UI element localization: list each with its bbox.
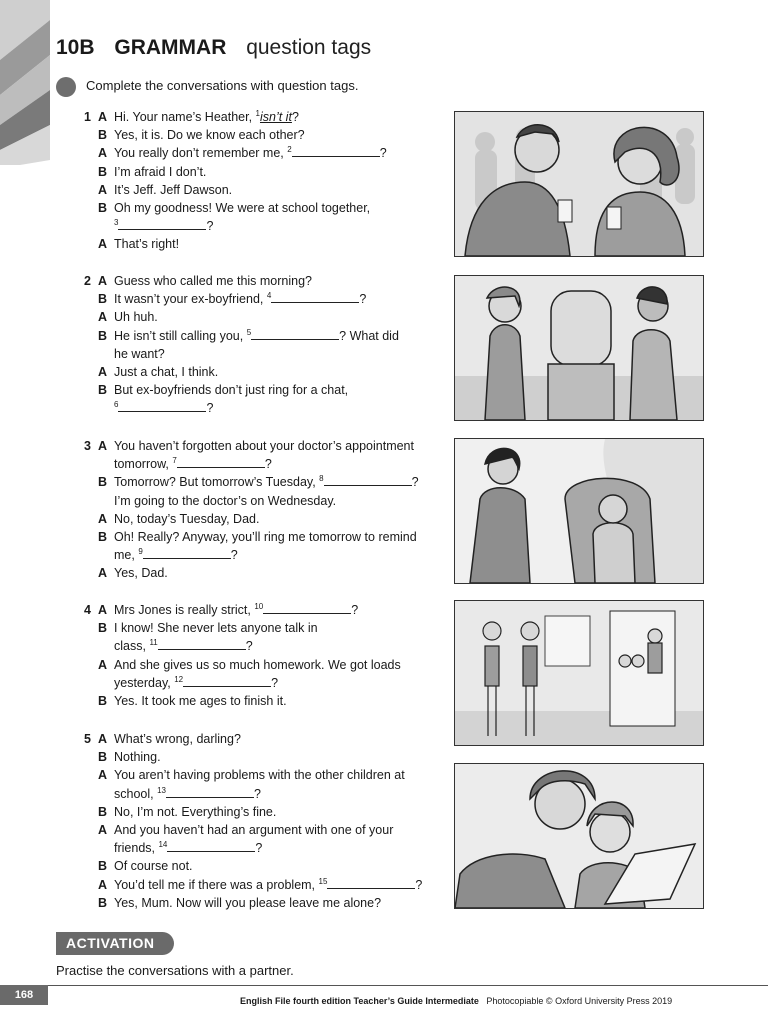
footer-book-title: English File fourth edition Teacher’s Guide Intermediate — [240, 996, 479, 1006]
section-unit: GRAMMAR — [114, 36, 227, 59]
dialogue-text: No, I’m not. Everything’s fine. — [114, 804, 277, 819]
gap-number: 11 — [149, 638, 158, 648]
dialogue-text: And you haven’t had an argument with one of your — [114, 823, 394, 838]
dialogue-line — [84, 108, 440, 126]
exercise-number — [84, 674, 98, 692]
speaker-label: B — [98, 895, 108, 910]
dialogue-text: Nothing. — [114, 750, 161, 765]
answer-blank[interactable] — [324, 473, 412, 486]
dialogue-line — [84, 601, 440, 619]
dialogue-line — [84, 546, 440, 564]
dialogue-line — [84, 290, 440, 308]
speaker-label: A — [98, 365, 108, 380]
exercise-number — [84, 163, 98, 181]
example-answer: isn’t it — [259, 110, 292, 124]
dialogue-line — [84, 272, 440, 290]
dialogue-line — [84, 126, 440, 144]
corner-decoration — [0, 0, 50, 165]
exercise-number — [84, 381, 98, 399]
dialogue-line — [84, 345, 440, 363]
dialogue-line — [84, 619, 440, 637]
exercise-number — [84, 656, 98, 674]
dialogue-text: Oh! Really? Anyway, you’ll ring me tomorrow to remind — [114, 530, 417, 545]
speaker-label: A — [98, 732, 108, 746]
answer-blank[interactable] — [166, 785, 254, 798]
dialogue-line — [84, 181, 440, 199]
instruction-text: Complete the conversations with question tags. — [86, 78, 359, 93]
answer-blank[interactable] — [158, 637, 246, 650]
speaker-label: B — [98, 859, 108, 874]
dialogue-line — [84, 528, 440, 546]
dialogue-line — [84, 692, 440, 710]
illustration-armchair — [454, 438, 704, 584]
dialogue-line — [84, 510, 440, 528]
gap-number: 2 — [287, 145, 292, 155]
dialogue-text: Uh huh. — [114, 310, 158, 325]
answer-blank[interactable] — [177, 455, 265, 468]
dialogue-text: I’m going to the doctor’s on Wednesday. — [114, 493, 337, 508]
exercise-number — [84, 803, 98, 821]
gap-number: 8 — [319, 474, 324, 484]
speaker-label — [98, 492, 114, 510]
illustration-mother-daughter — [454, 763, 704, 909]
activation-label: ACTIVATION — [56, 932, 174, 955]
speaker-label: B — [98, 530, 108, 545]
footer-rule — [0, 985, 768, 986]
dialogue-text: me, $^9$ ? — [114, 547, 238, 563]
exercise-number — [84, 839, 98, 857]
speaker-label: A — [98, 237, 108, 252]
speaker-label: B — [98, 201, 108, 216]
dialogue-line — [84, 894, 440, 912]
speaker-label: A — [98, 110, 108, 124]
answer-blank[interactable] — [183, 674, 271, 687]
exercise-number — [84, 181, 98, 199]
exercise-number — [84, 894, 98, 912]
speaker-label — [98, 674, 114, 692]
speaker-label: A — [98, 603, 108, 617]
dialogue-text: Mrs Jones is really strict, $^{10}$ ? — [114, 601, 359, 617]
gap-number: 14 — [158, 840, 168, 850]
answer-blank[interactable] — [143, 546, 231, 559]
answer-blank[interactable] — [327, 876, 415, 889]
speaker-label: A — [98, 877, 108, 892]
speaker-label: B — [98, 383, 108, 398]
exercise-number — [84, 308, 98, 326]
speaker-label: B — [98, 328, 108, 343]
dialogue-line — [84, 730, 440, 748]
dialogue-line — [84, 564, 440, 582]
speaker-label: A — [98, 566, 108, 581]
dialogue-text: Yes. It took me ages to finish it. — [114, 694, 287, 709]
exercise-number — [84, 126, 98, 144]
exercise-number: 3 — [84, 439, 91, 453]
speaker-label: B — [98, 475, 108, 490]
speaker-label — [98, 637, 114, 655]
exercise-number — [84, 473, 98, 491]
footer-credit — [240, 996, 672, 1006]
dialogue-line — [84, 399, 440, 417]
gap-number: 5 — [246, 327, 252, 337]
exercise-2 — [84, 272, 440, 418]
speaker-label: A — [98, 310, 108, 325]
speaker-label: B — [98, 804, 108, 819]
speaker-label — [98, 345, 114, 363]
speaker-label — [98, 217, 114, 235]
exercise-number — [84, 290, 98, 308]
exercise-number — [84, 785, 98, 803]
dialogue-line — [84, 144, 440, 162]
speaker-label — [98, 455, 114, 473]
speaker-label — [98, 839, 114, 857]
speaker-label: A — [98, 146, 108, 161]
gap-number: 4 — [266, 291, 272, 301]
exercise-number — [84, 235, 98, 253]
dialogue-line — [84, 492, 440, 510]
exercise-number: 2 — [84, 274, 91, 288]
exercise-4 — [84, 601, 440, 710]
illustration-water-cooler — [454, 275, 704, 421]
dialogue-line — [84, 656, 440, 674]
exercise-number — [84, 692, 98, 710]
dialogue-text: class, $^{11}$ ? — [114, 638, 253, 654]
dialogue-text: Yes, it is. Do we know each other? — [114, 128, 305, 143]
exercise-number — [84, 327, 98, 345]
dialogue-text: yesterday, $^{12}$ ? — [114, 674, 279, 690]
speaker-label: B — [98, 750, 108, 765]
dialogue-line — [84, 785, 440, 803]
answer-blank[interactable] — [118, 217, 206, 230]
speaker-label: A — [98, 768, 108, 783]
dialogue-text: I know! She never lets anyone talk in — [114, 621, 318, 636]
dialogue-text: You aren’t having problems with the other children at — [114, 768, 405, 783]
exercise-number — [84, 199, 98, 217]
dialogue-text: And she gives us so much homework. We got loads — [114, 657, 401, 672]
dialogue-line — [84, 766, 440, 784]
exercise-number — [84, 492, 98, 510]
dialogue-text: $^3$ ? — [114, 218, 214, 234]
dialogue-text: he want? — [114, 346, 165, 361]
dialogue-text: Yes, Dad. — [114, 566, 168, 581]
exercise-number: 4 — [84, 603, 91, 617]
exercise-number — [84, 144, 98, 162]
dialogue-text: No, today’s Tuesday, Dad. — [114, 511, 260, 526]
dialogue-line — [84, 381, 440, 399]
dialogue-line — [84, 327, 440, 345]
gap-number: 1 — [255, 108, 260, 118]
speaker-label: B — [98, 694, 108, 709]
dialogue-text: Guess who called me this morning? — [114, 274, 313, 288]
exercise-number — [84, 455, 98, 473]
dialogue-text: Of course not. — [114, 859, 193, 874]
dialogue-text: It’s Jeff. Jeff Dawson. — [114, 182, 233, 197]
section-code: 10B — [56, 36, 95, 59]
speaker-label: A — [98, 274, 108, 288]
page-number: 168 — [0, 985, 48, 1005]
dialogue-line — [84, 199, 440, 217]
gap-number: 9 — [138, 547, 143, 557]
dialogue-text: Just a chat, I think. — [114, 365, 219, 380]
dialogue-line — [84, 674, 440, 692]
exercise-number — [84, 821, 98, 839]
exercise-number — [84, 399, 98, 417]
exercise-5 — [84, 730, 440, 912]
gap-number: 12 — [174, 674, 184, 684]
dialogue-text: You’d tell me if there was a problem, $^{15}$ ? — [114, 876, 423, 892]
dialogue-line — [84, 803, 440, 821]
speaker-label: A — [98, 511, 108, 526]
exercise-3 — [84, 437, 440, 583]
exercise-number — [84, 546, 98, 564]
dialogue-text: I’m afraid I don’t. — [114, 164, 207, 179]
answer-blank[interactable] — [167, 839, 255, 852]
exercise-number — [84, 748, 98, 766]
page-header — [56, 36, 371, 60]
exercise-number — [84, 345, 98, 363]
answer-blank[interactable] — [271, 290, 359, 303]
dialogue-text: Tomorrow? But tomorrow’s Tuesday, $^8$ ? — [114, 474, 419, 490]
exercise-number — [84, 510, 98, 528]
dialogue-text: You really don’t remember me, $^2$ ? — [114, 145, 387, 161]
speaker-label — [98, 399, 114, 417]
dialogue-line — [84, 308, 440, 326]
exercise-number — [84, 363, 98, 381]
gap-number: 6 — [114, 400, 119, 410]
dialogue-text: $^6$ ? — [114, 400, 214, 416]
dialogue-line — [84, 437, 440, 455]
dialogue-text: Oh my goodness! We were at school together, — [114, 201, 371, 216]
answer-blank[interactable] — [263, 601, 351, 614]
dialogue-line — [84, 473, 440, 491]
exercise-number — [84, 876, 98, 894]
gap-number: 3 — [114, 218, 119, 228]
gap-number: 7 — [172, 456, 177, 466]
dialogue-text: That’s right! — [114, 237, 180, 252]
speaker-label: B — [98, 164, 108, 179]
speaker-label — [98, 785, 114, 803]
exercise-number: 5 — [84, 732, 91, 746]
dialogue-line — [84, 235, 440, 253]
answer-blank[interactable] — [292, 144, 380, 157]
dialogue-line — [84, 876, 440, 894]
speaker-label — [98, 546, 114, 564]
dialogue-line — [84, 163, 440, 181]
dialogue-line — [84, 839, 440, 857]
exercise-number — [84, 564, 98, 582]
dialogue-line — [84, 857, 440, 875]
exercise-number — [84, 637, 98, 655]
exercise-number — [84, 766, 98, 784]
exercise-number — [84, 619, 98, 637]
gap-number: 15 — [318, 876, 328, 886]
dialogue-text: What’s wrong, darling? — [114, 732, 241, 746]
exercise-number: 1 — [84, 110, 91, 124]
speaker-label: A — [98, 182, 108, 197]
exercise-1 — [84, 108, 440, 254]
dialogue-text: Hi. Your name’s Heather, $^1$isn’t it? — [114, 108, 299, 124]
dialogue-text: It wasn’t your ex-boyfriend, $^4$ ? — [114, 291, 367, 307]
exercise-number — [84, 217, 98, 235]
footer-copyright: Photocopiable © Oxford University Press 2019 — [486, 996, 673, 1006]
dialogue-line — [84, 821, 440, 839]
instruction-bullet-icon — [56, 77, 76, 97]
gap-number: 13 — [157, 785, 166, 795]
dialogue-line — [84, 455, 440, 473]
section-topic: question tags — [246, 36, 372, 59]
dialogue-text: tomorrow, $^7$ ? — [114, 456, 272, 472]
illustration-party — [454, 111, 704, 257]
dialogue-text: You haven’t forgotten about your doctor’s appointment — [114, 439, 414, 453]
dialogue-line — [84, 363, 440, 381]
dialogue-text: But ex-boyfriends don’t just ring for a chat, — [114, 383, 349, 398]
exercise-number — [84, 857, 98, 875]
speaker-label: B — [98, 292, 108, 307]
dialogue-line — [84, 217, 440, 235]
answer-blank[interactable] — [251, 327, 339, 340]
speaker-label: A — [98, 823, 108, 838]
dialogue-text: school, $^{13}$ ? — [114, 785, 261, 801]
exercise-number — [84, 528, 98, 546]
illustration-school-corridor — [454, 600, 704, 746]
dialogue-text: friends, $^{14}$ ? — [114, 840, 263, 856]
dialogue-line — [84, 637, 440, 655]
speaker-label: B — [98, 621, 108, 636]
activation-text: Practise the conversations with a partner. — [56, 963, 294, 978]
speaker-label: A — [98, 439, 108, 453]
answer-blank[interactable] — [118, 399, 206, 412]
dialogue-line — [84, 748, 440, 766]
dialogue-text: Yes, Mum. Now will you please leave me alone? — [114, 895, 382, 910]
speaker-label: A — [98, 657, 108, 672]
dialogue-text: He isn’t still calling you, $^5$ ? What did — [114, 327, 399, 343]
speaker-label: B — [98, 128, 108, 143]
gap-number: 10 — [254, 601, 264, 611]
